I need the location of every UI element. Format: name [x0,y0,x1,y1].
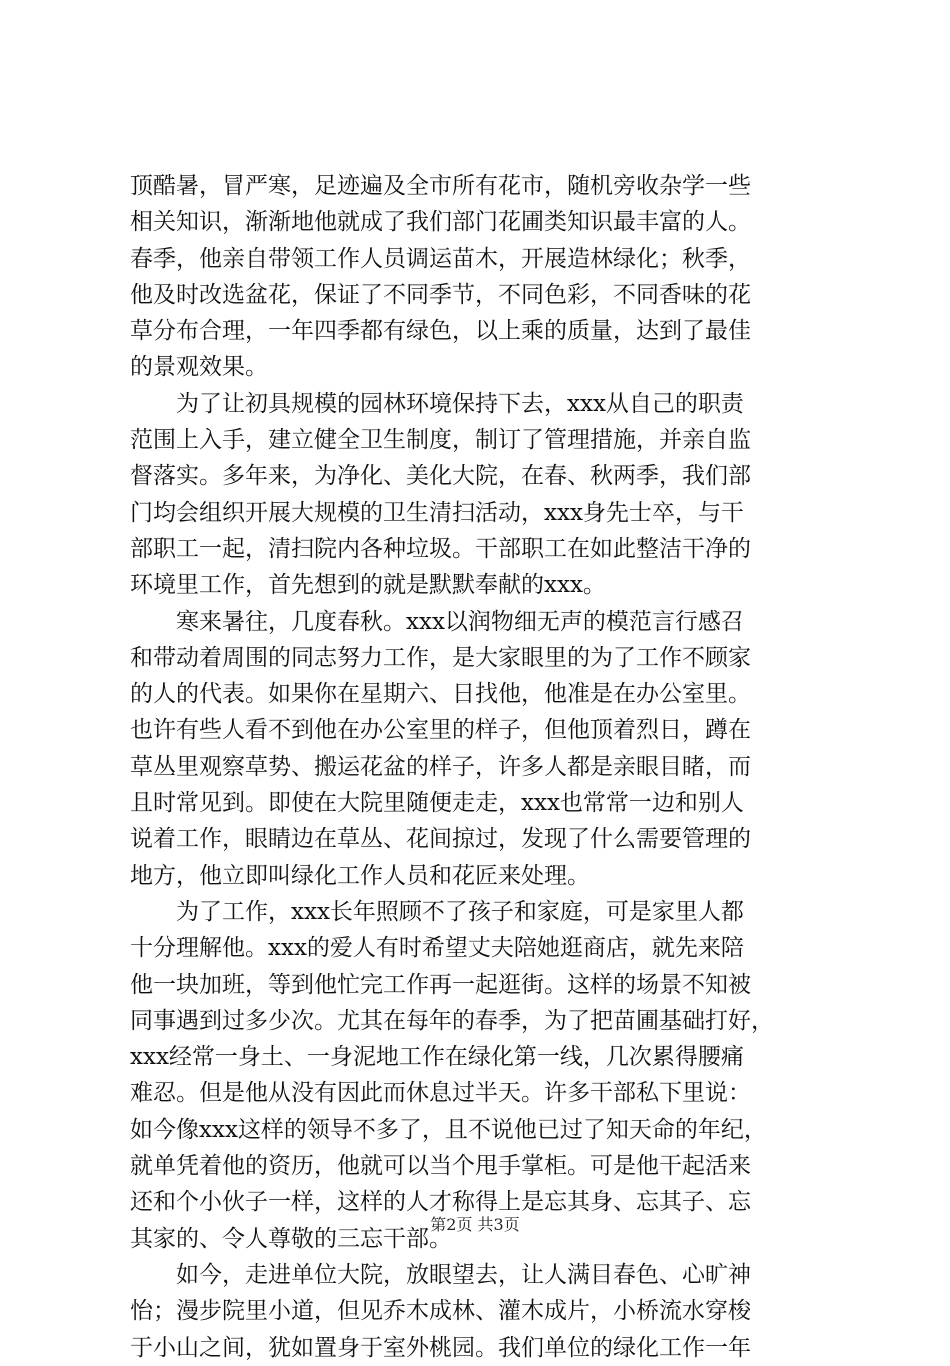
text-line: 于小山之间，犹如置身于室外桃园。我们单位的绿化工作一年 [130,1334,751,1361]
text-line: 寒来暑往，几度春秋。xxx以润物细无声的模范言行感召 [130,608,744,635]
text-line: 的人的代表。如果你在星期六、日找他，他准是在办公室里。 [130,681,751,708]
text-line: 草分布合理，一年四季都有绿色，以上乘的质量，达到了最佳 [130,318,751,345]
text-line: 的景观效果。 [130,354,268,381]
text-line: 其家的、令人尊敬的三忘干部。 [130,1225,452,1252]
text-line: 如今，走进单位大院，放眼望去，让人满目春色、心旷神 [130,1261,751,1288]
text-line: 为了工作，xxx长年照顾不了孩子和家庭，可是家里人都 [130,898,744,925]
text-line: 同事遇到过多少次。尤其在每年的春季，为了把苗圃基础打好， [130,1007,774,1034]
text-line: 环境里工作，首先想到的就是默默奉献的xxx。 [130,572,606,599]
text-line: 顶酷暑，冒严寒，足迹遍及全市所有花市，随机旁收杂学一些 [130,173,751,199]
text-line: 督落实。多年来，为净化、美化大院，在春、秋两季，我们部 [130,463,751,490]
text-line: 就单凭着他的资历，他就可以当个甩手掌柜。可是他干起活来 [130,1153,751,1180]
page-footer: 第2页 共3页 [430,1215,520,1234]
text-line: 门均会组织开展大规模的卫生清扫活动，xxx身先士卒，与干 [130,499,744,526]
text-line: 草丛里观察草势、搬运花盆的样子，许多人都是亲眼目睹，而 [130,753,751,780]
body-text [130,168,830,1366]
text-line: 他及时改选盆花，保证了不同季节，不同色彩，不同香味的花 [130,281,751,308]
text-line: 相关知识，渐渐地他就成了我们部门花圃类知识最丰富的人。 [130,209,751,236]
text-line: 且时常见到。即使在大院里随便走走，xxx也常常一边和别人 [130,790,744,817]
text-line: 他一块加班，等到他忙完工作再一起逛街。这样的场景不知被 [130,971,751,998]
text-line: 十分理解他。xxx的爱人有时希望丈夫陪她逛商店，就先来陪 [130,935,744,962]
text-line: 如今像xxx这样的领导不多了，且不说他已过了知天命的年纪， [130,1116,767,1143]
text-line: xxx经常一身土、一身泥地工作在绿化第一线，几次累得腰痛 [130,1044,744,1071]
text-line: 地方，他立即叫绿化工作人员和花匠来处理。 [130,862,590,889]
text-line: 也许有些人看不到他在办公室里的样子，但他顶着烈日，蹲在 [130,717,751,744]
text-line: 范围上入手，建立健全卫生制度，制订了管理措施，并亲自监 [130,427,751,454]
text-line: 和带动着周围的同志努力工作，是大家眼里的为了工作不顾家 [130,644,751,671]
text-line: 为了让初具规模的园林环境保持下去，xxx从自己的职责 [130,390,744,417]
text-line: 部职工一起，清扫院内各种垃圾。干部职工在如此整洁干净的 [130,535,751,562]
text-line: 说着工作，眼睛边在草丛、花间掠过，发现了什么需要管理的 [130,826,751,853]
text-line: 难忍。但是他从没有因此而休息过半天。许多干部私下里说： [130,1080,751,1107]
text-line: 还和个小伙子一样，这样的人才称得上是忘其身、忘其子、忘 [130,1189,751,1216]
text-line: 春季，他亲自带领工作人员调运苗木，开展造林绿化；秋季， [130,245,751,272]
text-line: 怡；漫步院里小道，但见乔木成林、灌木成片，小桥流水穿梭 [130,1298,751,1325]
